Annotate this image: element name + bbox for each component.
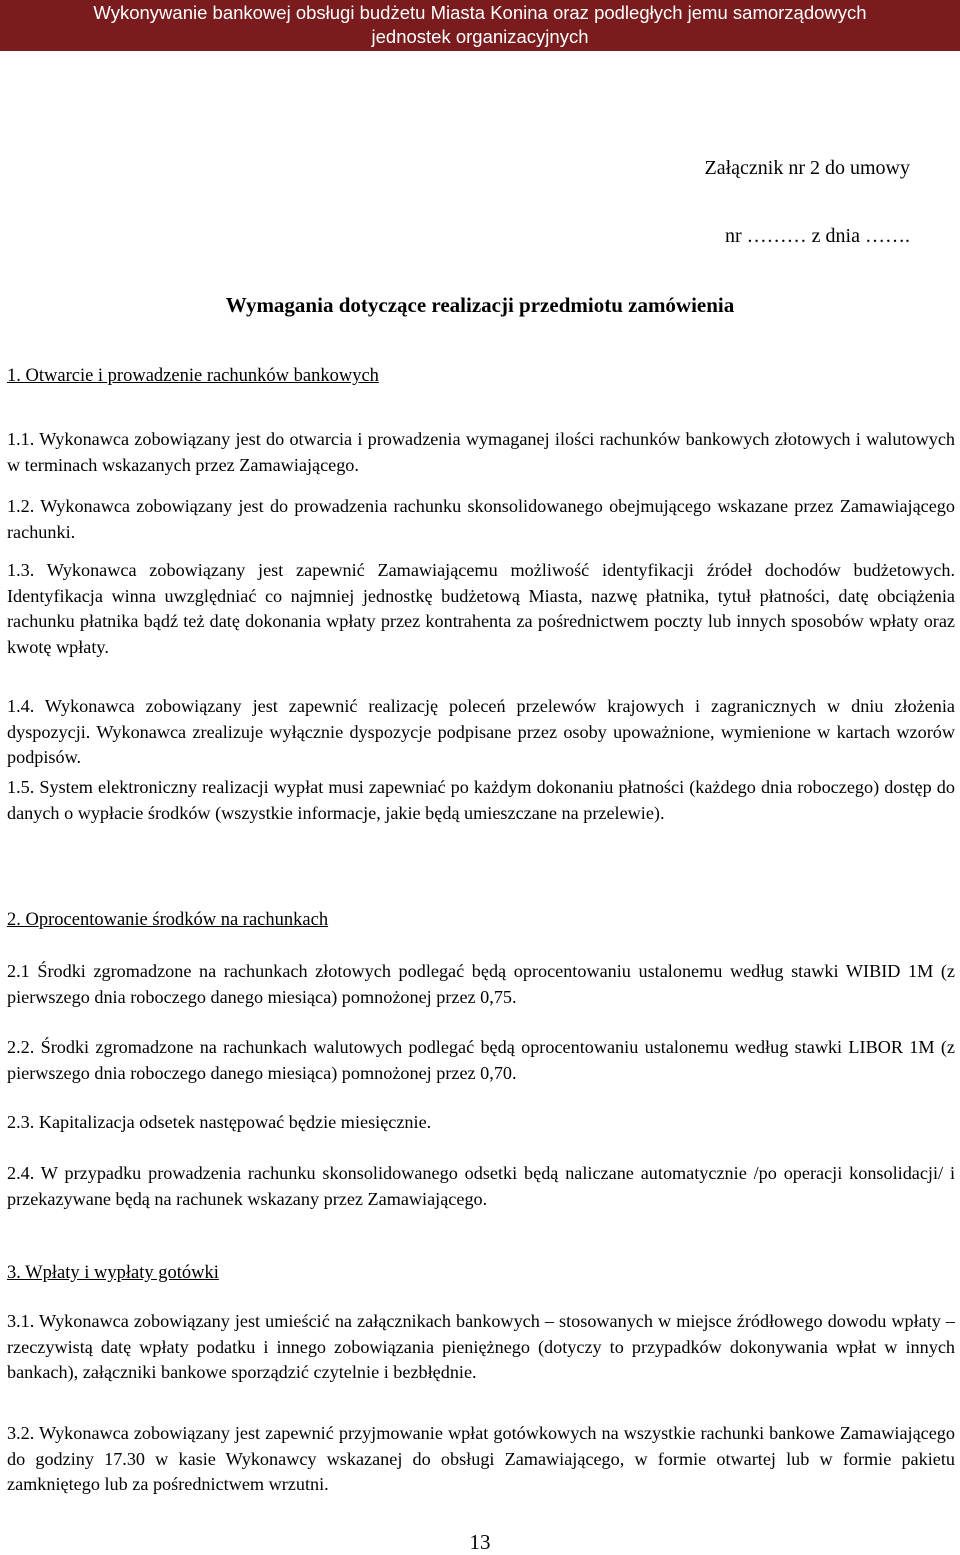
section-heading-1: 1. Otwarcie i prowadzenie rachunków bankowych [7,366,379,386]
page-number: 13 [469,1530,491,1554]
paragraph-1-1: 1.1. Wykonawca zobowiązany jest do otwarcia i prowadzenia wymaganej ilości rachunków bankowych złotowych i walutowych w terminach wskazanych przez Zamawiającego. [7,429,955,475]
header-line-2: jednostek organizacyjnych [371,26,589,47]
section-heading-2: 2. Oprocentowanie środków na rachunkach [7,910,329,930]
paragraph-3-1: 3.1. Wykonawca zobowiązany jest umieścić na załącznikach bankowych – stosowanych w miejsce źródłowego dowodu wpłaty – rzeczywistą datę wpłaty podatku i innego zobowiązania pieniężnego (dotyczy to przypadków dokonywania wpłat w innych bankach), załączniki bankowe sporządzić czytelnie i bezbłędnie. [7,1311,955,1383]
paragraph-2-4: 2.4. W przypadku prowadzenia rachunku skonsolidowanego odsetki będą naliczane automatycznie /po operacji konsolidacji/ i przekazywane będą na rachunek wskazany przez Zamawiającego. [7,1163,955,1209]
paragraph-2-2: 2.2. Środki zgromadzone na rachunkach walutowych podlegać będą oprocentowaniu ustalonemu według stawki LIBOR 1M (z pierwszego dnia roboczego danego miesiąca) pomnożonej przez 0,70. [7,1037,955,1083]
document-header [0,0,960,51]
paragraph-1-2: 1.2. Wykonawca zobowiązany jest do prowadzenia rachunku skonsolidowanego obejmującego wskazane przez Zamawiającego rachunki. [7,496,955,542]
page-title: Wymagania dotyczące realizacji przedmiotu zamówienia [225,293,735,317]
paragraph-1-4: 1.4. Wykonawca zobowiązany jest zapewnić realizację poleceń przelewów krajowych i zagranicznych w dniu złożenia dyspozycji. Wykonawca zrealizuje wyłącznie dyspozycje podpisane przez osoby upoważnione, wymienione w kartach wzorów podpisów. [7,696,955,768]
attachment-label: Załącznik nr 2 do umowy [704,157,910,179]
paragraph-2-1: 2.1 Środki zgromadzone na rachunkach złotowych podlegać będą oprocentowaniu ustalonemu według stawki WIBID 1M (z pierwszego dnia roboczego danego miesiąca) pomnożonej przez 0,75. [7,961,955,1007]
paragraph-3-2: 3.2. Wykonawca zobowiązany jest zapewnić przyjmowanie wpłat gotówkowych na wszystkie rachunki bankowe Zamawiającego do godziny 17.30 w kasie Wykonawcy wskazanej do obsługi Zamawiającego, w formie otwartej lub w formie pakietu zamkniętego lub za pośrednictwem wrzutni. [7,1423,955,1495]
paragraph-2-3: 2.3. Kapitalizacja odsetek następować będzie miesięcznie. [7,1112,432,1132]
header-line-1: Wykonywanie bankowej obsługi budżetu Miasta Konina oraz podległych jemu samorządowych [93,2,867,23]
paragraph-1-5: 1.5. System elektroniczny realizacji wypłat musi zapewniać po każdym dokonaniu płatności (każdego dnia roboczego) dostęp do danych o wypłacie środków (wszystkie informacje, jakie będą umieszczane na przelewie). [7,777,955,823]
section-heading-3: 3. Wpłaty i wypłaty gotówki [7,1263,219,1283]
paragraph-1-3: 1.3. Wykonawca zobowiązany jest zapewnić Zamawiającemu możliwość identyfikacji źródeł dochodów budżetowych. Identyfikacja winna uwzględniać co najmniej jednostkę budżetową Miasta, nazwę płatnika, tytuł płatności, datę obciążenia rachunku płatnika bądź też datę dokonania wpłaty przez kontrahenta za pośrednictwem poczty lub innych sposobów wpłaty oraz kwotę wpłaty. [7,560,955,657]
contract-number: nr ……… z dnia ……. [725,225,910,247]
